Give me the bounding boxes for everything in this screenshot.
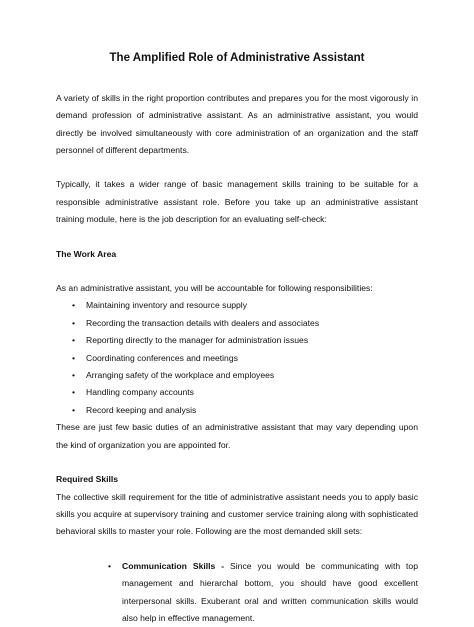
required-skills-lead: The collective skill requirement for the title of administrative assistant needs you to apply basic skills you acquire at supervisory training and customer service training along with sophisticated behavioral skills to master your role. Following are the most demanded skill sets: (56, 491, 418, 537)
required-skills-heading: Required Skills (56, 474, 119, 485)
list-item-text: Reporting directly to the manager for administration issues (86, 335, 309, 346)
bullet-icon: • (72, 370, 76, 381)
work-area-closing: These are just few basic duties of an administrative assistant that may vary depending upon the kind of organization you are appointed for. (56, 422, 418, 450)
list-item (72, 367, 418, 384)
spacer (56, 454, 418, 471)
bullet-icon: • (108, 560, 112, 571)
spacer (56, 159, 418, 176)
intro-paragraph-1: A variety of skills in the right proportion contributes and prepares you for the most vigorously in demand profession of administrative assistant. As an administrative assistant, you would directly be involved simultaneously with core administration of an organization and the staff personnel of different departments. (56, 92, 418, 156)
bullet-icon: • (72, 335, 76, 346)
list-item-text: Maintaining inventory and resource supply (86, 300, 247, 311)
list-item-text: Handling company accounts (86, 387, 194, 398)
work-area-lead: As an administrative assistant, you will be accountable for following responsibilities: (56, 283, 373, 294)
list-item-text: Recording the transaction details with dealers and associates (86, 317, 320, 328)
skill-description: Since you would be communicating with top management and hierarchal bottom, you should have good excellent interpersonal skills. Exuberant oral and written communication skills would also help in effective management. (122, 560, 418, 623)
bullet-icon: • (72, 352, 76, 363)
list-item (72, 384, 418, 401)
bullet-icon: • (72, 404, 76, 415)
bullet-icon: • (72, 317, 76, 328)
list-item (72, 297, 418, 314)
bullet-icon: • (72, 300, 76, 311)
intro-paragraph-2: Typically, it takes a wider range of basic management skills training to be suitable for a responsible administrative assistant role. Before you take up an administrative assistant training module, here is the job description for an evaluating self-check: (56, 179, 418, 225)
list-item-text: Record keeping and analysis (86, 404, 197, 415)
spacer (56, 229, 418, 246)
work-area-heading: The Work Area (56, 248, 117, 259)
list-item-text: Arranging safety of the workplace and employees (86, 370, 275, 381)
list-item-text: Coordinating conferences and meetings (86, 352, 238, 363)
list-item (72, 402, 418, 419)
responsibilities-list (56, 297, 418, 419)
spacer (56, 541, 418, 558)
skills-list (56, 558, 418, 627)
list-item (108, 558, 418, 627)
list-item (72, 350, 418, 367)
list-item (72, 332, 418, 349)
list-item (72, 315, 418, 332)
skill-name: Communication Skills - (122, 560, 225, 571)
spacer (56, 263, 418, 280)
bullet-icon: • (72, 387, 76, 398)
document-title: The Amplified Role of Administrative Assistant (109, 52, 365, 64)
